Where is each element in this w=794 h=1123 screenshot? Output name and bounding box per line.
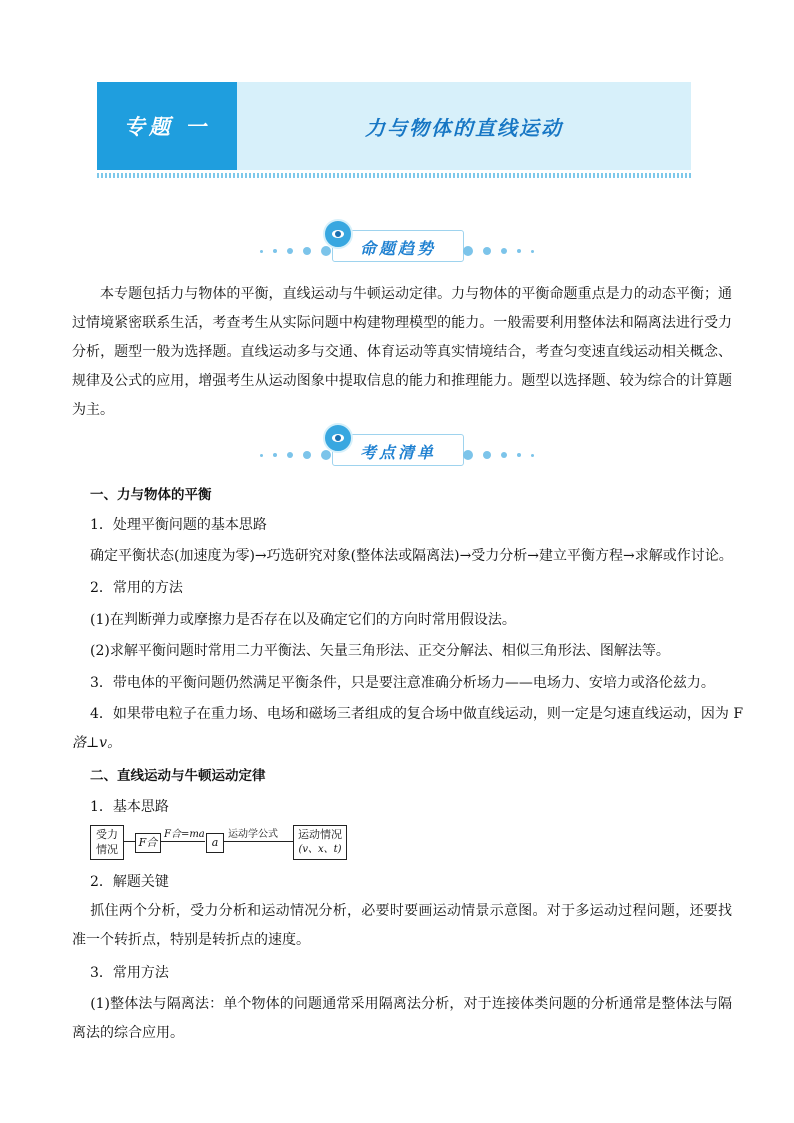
badge-box xyxy=(332,434,464,466)
item-basic-approach-text: 确定平衡状态(加速度为零)→巧选研究对象(整体法或隔离法)→受力分析→建立平衡方程→求解或作讨论。 xyxy=(90,548,733,564)
flow-label-newton: F合=ma xyxy=(164,829,205,840)
trend-paragraph: 本专题包括力与物体的平衡，直线运动与牛顿运动定律。力与物体的平衡命题重点是力的动态平衡；通过情境紧密联系生活，考查考生从实际问题中构建物理模型的能力。一般需要利用整体法和隔离法进行受力分析，题型一般为选择题。直线运动多与交通、体育运动等真实情境结合，考查匀变速直线运动相关概念、规律及公式的应用，增强考生从运动图象中提取信息的能力和推理能力。题型以选择题、较为综合的计算题为主。 xyxy=(72,286,732,418)
heading-linear-motion: 二、直线运动与牛顿运动定律 xyxy=(90,768,266,784)
item-composite-field-cont: 洛⊥v。 xyxy=(72,735,122,751)
item-key-points: 2．解题关键 xyxy=(90,874,169,890)
item-method-1: (1)在判断弹力或摩擦力是否存在以及确定它们的方向时常用假设法。 xyxy=(90,612,516,628)
flow-box-force: 受力情况 xyxy=(90,825,124,860)
badge-label: 命题趋势 xyxy=(359,239,436,258)
flow-arrow-2 xyxy=(223,841,293,842)
flow-connector xyxy=(123,841,135,842)
flow-label-kinematics: 运动学公式 xyxy=(228,829,278,840)
item-common-methods: 2．常用的方法 xyxy=(90,580,183,596)
banner-divider xyxy=(97,173,691,178)
topic-tag: 专题 一 xyxy=(123,115,211,139)
decorative-dots-left xyxy=(260,450,331,460)
heading-equilibrium: 一、力与物体的平衡 xyxy=(90,487,212,503)
flow-diagram xyxy=(90,825,350,861)
flow-box-motion xyxy=(293,825,347,860)
decorative-dots-right xyxy=(463,246,534,256)
topic-tag-block xyxy=(97,82,237,170)
topic-title: 力与物体的直线运动 xyxy=(365,115,563,140)
item-charged-body: 3．带电体的平衡问题仍然满足平衡条件，只是要注意准确分析场力——电场力、安培力或洛伦兹力。 xyxy=(90,675,715,691)
decorative-dots-left xyxy=(260,246,331,256)
flow-box-net-force: F合 xyxy=(135,833,161,853)
section-badge-checklist xyxy=(250,430,544,470)
item-composite-field: 4．如果带电粒子在重力场、电场和磁场三者组成的复合场中做直线运动，则一定是匀速直线运动，因为 F xyxy=(90,706,744,722)
decorative-dots-right xyxy=(463,450,534,460)
flow-box-motion-line2: (v、x、t) xyxy=(298,844,342,855)
badge-box xyxy=(332,230,464,262)
whole-isolation-paragraph: (1)整体法与隔离法：单个物体的问题通常采用隔离法分析，对于连接体类问题的分析通常是整体法与隔离法的综合应用。 xyxy=(72,996,732,1041)
item-basic-idea: 1．基本思路 xyxy=(90,799,169,815)
item-methods-2: 3．常用方法 xyxy=(90,965,169,981)
section-badge-trend xyxy=(250,226,544,266)
flow-box-acceleration: a xyxy=(206,833,224,853)
item-basic-approach: 1．处理平衡问题的基本思路 xyxy=(90,517,267,533)
key-points-paragraph: 抓住两个分析，受力分析和运动情况分析，必要时要画运动情景示意图。对于多运动过程问题，还要找准一个转折点，特别是转折点的速度。 xyxy=(72,903,732,948)
flow-box-motion-line1: 运动情况 xyxy=(298,828,342,841)
flow-arrow-1 xyxy=(160,841,205,842)
item-method-2: (2)求解平衡问题时常用二力平衡法、矢量三角形法、正交分解法、相似三角形法、图解法等。 xyxy=(90,643,670,659)
badge-label: 考点清单 xyxy=(359,443,436,462)
topic-banner xyxy=(97,82,691,170)
